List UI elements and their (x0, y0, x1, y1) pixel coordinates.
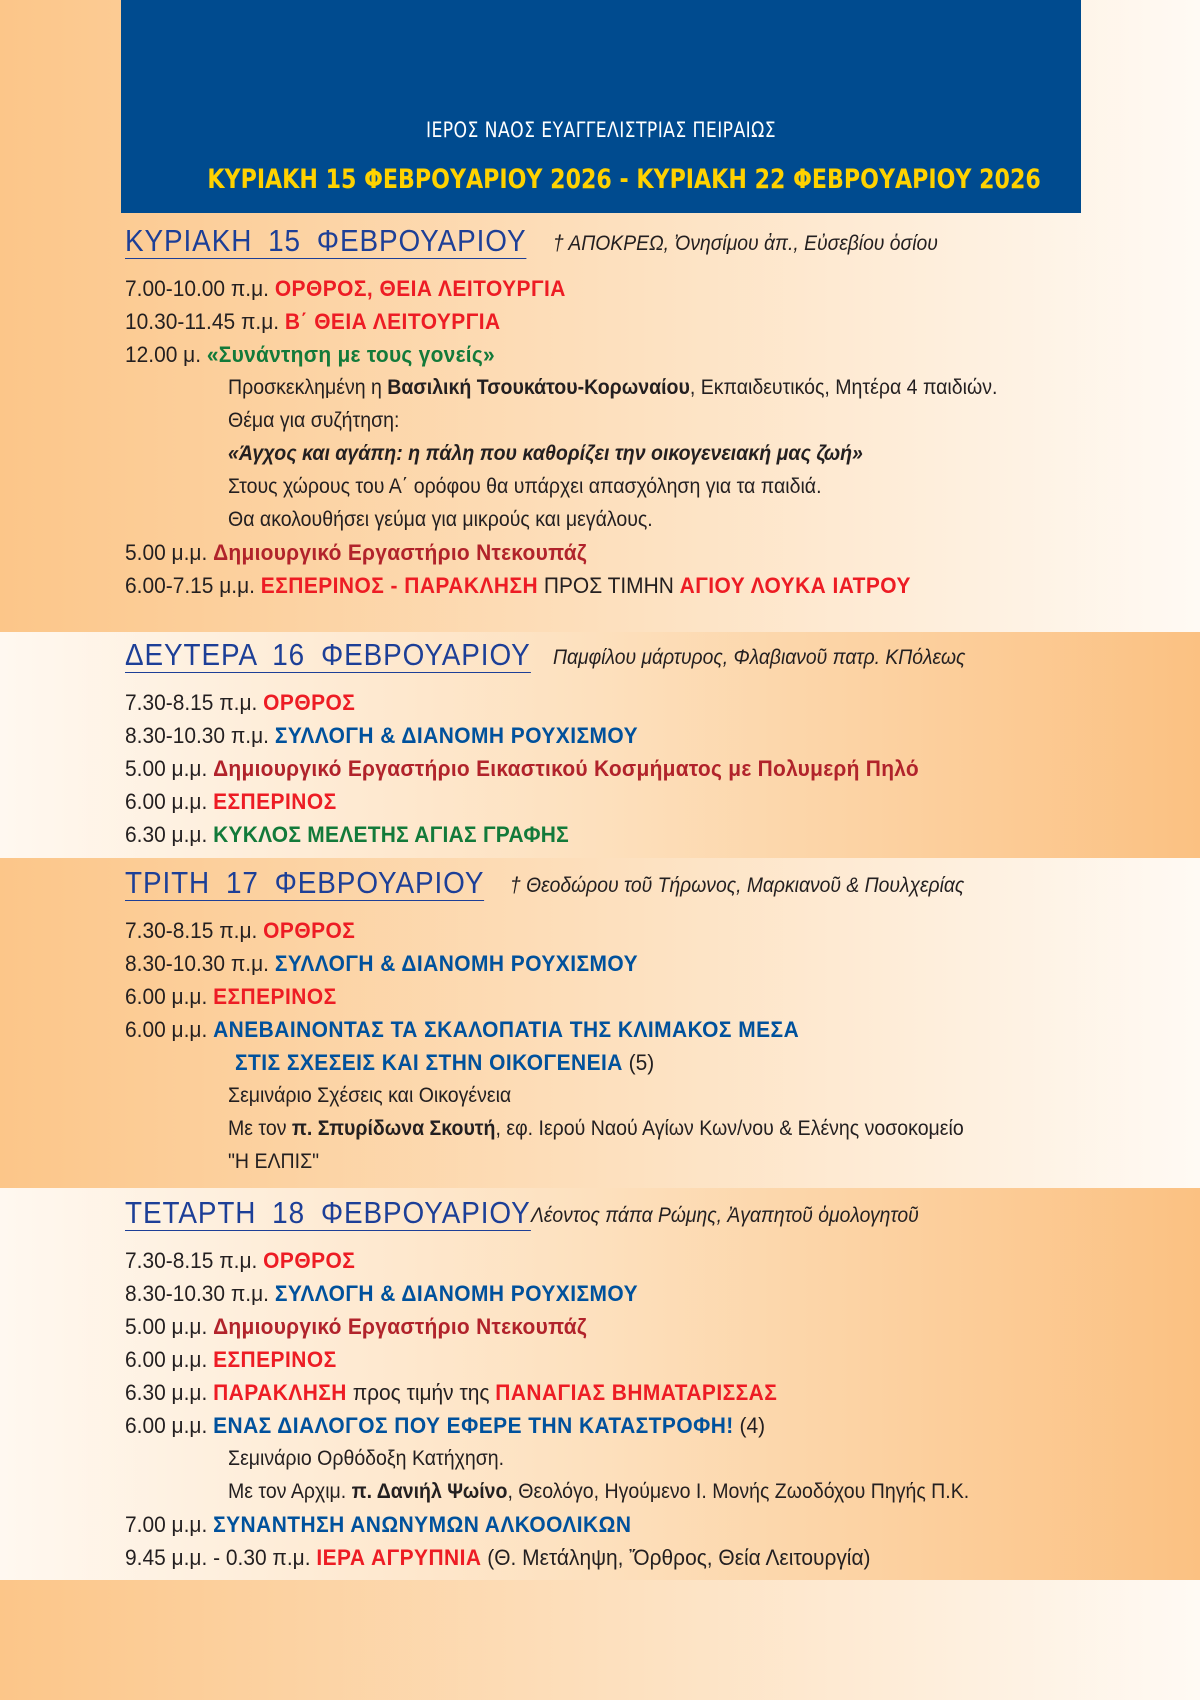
schedule-text: Σεμινάριο Σχέσεις και Οικογένεια (228, 1084, 512, 1107)
schedule-text: 7.30-8.15 π.μ. (125, 690, 264, 715)
saint-commemoration: † Θεοδώρου τοῦ Τήρωνος, Μαρκιανοῦ & Πουλχερίας (510, 874, 965, 897)
schedule-line (125, 371, 1085, 404)
schedule-text: , εφ. Ιερού Ναού Αγίων Κων/νου & Ελένης νοσοκομείο (495, 1117, 964, 1140)
schedule-text: 8.30-10.30 π.μ. (125, 723, 275, 748)
schedule-line (125, 536, 1085, 569)
event-name: ΣΥΝΑΝΤΗΣΗ ΑΝΩΝΥΜΩΝ ΑΛΚΟΟΛΙΚΩΝ (213, 1512, 632, 1537)
event-name: ΚΥΚΛΟΣ ΜΕΛΕΤΗΣ ΑΓΙΑΣ ΓΡΑΦΗΣ (213, 822, 570, 847)
schedule-text: 8.30-10.30 π.μ. (125, 1281, 275, 1306)
event-name: ΟΡΘΡΟΣ, ΘΕΙΑ ΛΕΙΤΟΥΡΓΙΑ (274, 276, 566, 301)
church-name: ΙΕΡΟΣ ΝΑΟΣ ΕΥΑΓΓΕΛΙΣΤΡΙΑΣ ΠΕΙΡΑΙΩΣ (425, 118, 777, 142)
event-name: ΣΥΛΛΟΓΗ & ΔΙΑΝΟΜΗ ΡΟΥΧΙΣΜΟΥ (274, 1281, 638, 1306)
event-name: Βασιλική Τσουκάτου-Κορωναίου (387, 376, 690, 399)
event-name: π. Δανιήλ Ψωίνο (351, 1480, 508, 1503)
schedule-line (125, 1409, 1085, 1442)
event-name: ΕΣΠΕΡΙΝΟΣ (213, 1347, 337, 1372)
event-name: ΟΡΘΡΟΣ (263, 690, 356, 715)
schedule-text: 6.00 μ.μ. (125, 1017, 214, 1042)
event-name: ΣΥΛΛΟΓΗ & ΔΙΑΝΟΜΗ ΡΟΥΧΙΣΜΟΥ (274, 723, 638, 748)
schedule-line (125, 818, 1085, 851)
event-name: ΣΤΙΣ ΣΧΕΣΕΙΣ ΚΑΙ ΣΤΗΝ ΟΙΚΟΓΕΝΕΙΑ (235, 1050, 623, 1075)
schedule-text: 6.00-7.15 μ.μ. (125, 573, 261, 598)
event-name: ΑΓΙΟΥ ΛΟΥΚΑ ΙΑΤΡΟΥ (679, 573, 911, 598)
schedule-text: 7.30-8.15 π.μ. (125, 1248, 264, 1273)
schedule-text: ΠΡΟΣ ΤΙΜΗΝ (538, 573, 680, 598)
schedule-line (125, 305, 1085, 338)
event-name: «Συνάντηση με τους γονείς» (206, 342, 495, 367)
day-section (125, 1196, 1085, 1574)
schedule-line (125, 686, 1085, 719)
schedule-line (125, 752, 1085, 785)
saint-commemoration: † ΑΠΟΚΡΕΩ, Ὀνησίμου ἀπ., Εὐσεβίου ὁσίου (553, 232, 938, 255)
schedule-text: 6.00 μ.μ. (125, 789, 214, 814)
event-name: Δημιουργικό Εργαστήριο Ντεκουπάζ (213, 1314, 587, 1339)
saint-commemoration: Παμφίλου μάρτυρος, Φλαβιανοῦ πατρ. ΚΠόλεως (553, 646, 966, 669)
event-name: ΑΝΕΒΑΙΝΟΝΤΑΣ ΤΑ ΣΚΑΛΟΠΑΤΙΑ ΤΗΣ ΚΛΙΜΑΚΟΣ ΜΕΣΑ (213, 1017, 800, 1042)
schedule-text: (4) (733, 1413, 766, 1438)
day-title: ΔΕΥΤΕΡΑ 16 ΦΕΒΡΟΥΑΡΙΟΥ (125, 637, 531, 672)
day-header (125, 224, 1085, 264)
schedule-line (125, 1343, 1085, 1376)
schedule-line (125, 947, 1085, 980)
schedule-line (125, 1079, 1085, 1112)
schedule-text: Στους χώρους του Α΄ ορόφου θα υπάρχει απασχόληση για τα παιδιά. (228, 475, 822, 498)
schedule-text: 7.30-8.15 π.μ. (125, 918, 264, 943)
saint-commemoration: Λέοντος πάπα Ρώμης, Ἀγαπητοῦ ὁμολογητοῦ (531, 1204, 919, 1227)
day-section (125, 638, 1085, 851)
schedule-text: 6.00 μ.μ. (125, 984, 214, 1009)
schedule-text: Θέμα για συζήτηση: (228, 409, 400, 432)
schedule-text: Θα ακολουθήσει γεύμα για μικρούς και μεγάλους. (228, 508, 653, 531)
schedule-text: 6.30 μ.μ. (125, 822, 214, 847)
schedule-line (125, 1541, 1085, 1574)
event-name: Δημιουργικό Εργαστήριο Εικαστικού Κοσμήματος με Πολυμερή Πηλό (213, 756, 919, 781)
day-section (125, 866, 1085, 1178)
schedule-line (125, 1475, 1085, 1508)
schedule-line (125, 1145, 1085, 1178)
event-name: ΕΣΠΕΡΙΝΟΣ - ΠΑΡΑΚΛΗΣΗ (260, 573, 539, 598)
schedule-text: Προσκεκλημένη η (228, 376, 388, 399)
schedule-text: προς τιμήν της (346, 1380, 496, 1405)
schedule-line (125, 272, 1085, 305)
schedule-line (125, 1046, 1085, 1079)
schedule-line (125, 914, 1085, 947)
schedule-text: 7.00-10.00 π.μ. (125, 276, 275, 301)
schedule-text: 8.30-10.30 π.μ. (125, 951, 275, 976)
schedule-line (125, 980, 1085, 1013)
event-name: ΣΥΛΛΟΓΗ & ΔΙΑΝΟΜΗ ΡΟΥΧΙΣΜΟΥ (274, 951, 638, 976)
day-header (125, 866, 1085, 906)
event-name: ΙΕΡΑ ΑΓΡΥΠΝΙΑ (316, 1545, 482, 1570)
schedule-line (125, 437, 1085, 470)
schedule-line (125, 1442, 1085, 1475)
day-header (125, 638, 1085, 678)
schedule-text: Με τον (228, 1117, 292, 1140)
schedule-line (125, 1244, 1085, 1277)
schedule-text: Με τον Αρχιμ. (228, 1480, 352, 1503)
event-name: «Άγχος και αγάπη: η πάλη που καθορίζει την οικογενειακή μας ζωή» (228, 442, 863, 465)
schedule-line (125, 1508, 1085, 1541)
schedule-line (125, 1376, 1085, 1409)
schedule-text: 6.30 μ.μ. (125, 1380, 214, 1405)
background-band (0, 1580, 1200, 1700)
event-name: ΕΣΠΕΡΙΝΟΣ (213, 789, 337, 814)
schedule-text: 6.00 μ.μ. (125, 1413, 214, 1438)
schedule-text: 10.30-11.45 π.μ. (125, 309, 285, 334)
schedule-line (125, 785, 1085, 818)
schedule-line (125, 1112, 1085, 1145)
schedule-text: "Η ΕΛΠΙΣ" (228, 1150, 320, 1173)
schedule-line (125, 338, 1085, 371)
event-name: ΟΡΘΡΟΣ (263, 1248, 356, 1273)
event-name: ΠΑΝΑΓΙΑΣ ΒΗΜΑΤΑΡΙΣΣΑΣ (495, 1380, 778, 1405)
event-name: ΠΑΡΑΚΛΗΣΗ (213, 1380, 347, 1405)
event-name: Δημιουργικό Εργαστήριο Ντεκουπάζ (213, 540, 587, 565)
day-header (125, 1196, 1085, 1236)
schedule-text: 5.00 μ.μ. (125, 1314, 214, 1339)
date-range: ΚΥΡΙΑΚΗ 15 ΦΕΒΡΟΥΑΡΙΟΥ 2026 - ΚΥΡΙΑΚΗ 22 ΦΕΒΡΟΥΑΡΙΟΥ 2026 (207, 164, 1041, 195)
schedule-line (125, 1013, 1085, 1046)
event-name: ΕΝΑΣ ΔΙΑΛΟΓΟΣ ΠΟΥ ΕΦΕΡΕ ΤΗΝ ΚΑΤΑΣΤΡΟΦΗ! (213, 1413, 734, 1438)
schedule-line (125, 569, 1085, 602)
schedule-text: 6.00 μ.μ. (125, 1347, 214, 1372)
schedule-line (125, 1277, 1085, 1310)
schedule-text: 7.00 μ.μ. (125, 1512, 214, 1537)
day-title: ΤΡΙΤΗ 17 ΦΕΒΡΟΥΑΡΙΟΥ (125, 865, 485, 900)
schedule-line (125, 719, 1085, 752)
day-section (125, 224, 1085, 602)
schedule-text: , Θεολόγο, Ηγούμενο Ι. Μονής Ζωοδόχου Πηγής Π.Κ. (507, 1480, 970, 1503)
schedule-text: (5) (622, 1050, 655, 1075)
day-title: ΚΥΡΙΑΚΗ 15 ΦΕΒΡΟΥΑΡΙΟΥ (125, 223, 527, 258)
schedule-line (125, 503, 1085, 536)
event-name: Β΄ ΘΕΙΑ ΛΕΙΤΟΥΡΓΙΑ (284, 309, 501, 334)
schedule-text: 12.00 μ. (125, 342, 207, 367)
schedule-text: Σεμινάριο Ορθόδοξη Κατήχηση. (228, 1447, 505, 1470)
day-title: ΤΕΤΑΡΤΗ 18 ΦΕΒΡΟΥΑΡΙΟΥ (125, 1195, 531, 1230)
header-banner (121, 0, 1081, 213)
event-name: ΟΡΘΡΟΣ (263, 918, 356, 943)
schedule-text: 5.00 μ.μ. (125, 540, 214, 565)
schedule-text: (Θ. Μετάληψη, Ὄρθρος, Θεία Λειτουργία) (481, 1545, 871, 1570)
event-name: ΕΣΠΕΡΙΝΟΣ (213, 984, 337, 1009)
schedule-text: 9.45 μ.μ. - 0.30 π.μ. (125, 1545, 317, 1570)
schedule-line (125, 470, 1085, 503)
schedule-line (125, 1310, 1085, 1343)
schedule-text: 5.00 μ.μ. (125, 756, 214, 781)
schedule-line (125, 404, 1085, 437)
schedule-text: , Εκπαιδευτικός, Μητέρα 4 παιδιών. (689, 376, 998, 399)
event-name: π. Σπυρίδωνα Σκουτή (291, 1117, 496, 1140)
